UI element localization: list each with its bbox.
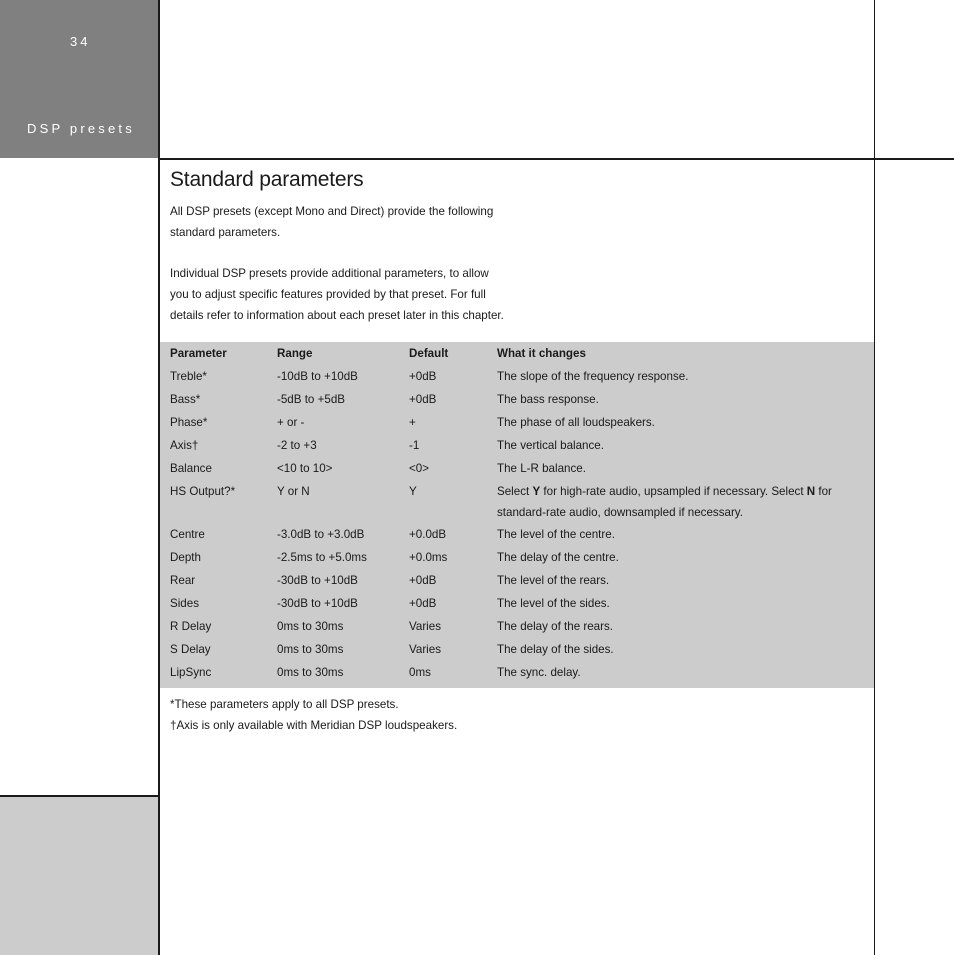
- cell-changes: The vertical balance.: [497, 439, 604, 452]
- cell-parameter: Centre: [170, 528, 205, 541]
- changes-text: Select: [497, 485, 533, 498]
- cell-default: <0>: [409, 462, 429, 475]
- table-row: [170, 592, 857, 615]
- cell-range: -2.5ms to +5.0ms: [277, 551, 367, 564]
- cell-changes: The level of the rears.: [497, 574, 610, 587]
- cell-range: 0ms to 30ms: [277, 666, 344, 679]
- table-row: [170, 365, 857, 388]
- page-number: 34: [70, 34, 91, 49]
- sidebar-footer-block: [0, 795, 158, 955]
- cell-parameter: Balance: [170, 462, 212, 475]
- cell-changes: The sync. delay.: [497, 666, 581, 679]
- table-row: [170, 546, 857, 569]
- column-header-range: Range: [277, 347, 313, 360]
- footnote-axis: †Axis is only available with Meridian DSP loudspeakers.: [170, 719, 458, 732]
- cell-range: 0ms to 30ms: [277, 620, 344, 633]
- cell-parameter: Treble*: [170, 370, 207, 383]
- sidebar-header-block: [0, 0, 158, 158]
- page-title: Standard parameters: [170, 168, 364, 191]
- cell-parameter: LipSync: [170, 666, 212, 679]
- cell-changes: [497, 480, 857, 523]
- cell-parameter: HS Output?*: [170, 485, 236, 498]
- cell-range: + or -: [277, 416, 305, 429]
- table-header-row: [170, 342, 857, 365]
- cell-default: Varies: [409, 620, 442, 633]
- cell-changes: The bass response.: [497, 393, 599, 406]
- option-n: N: [806, 485, 816, 498]
- cell-range: -10dB to +10dB: [277, 370, 358, 383]
- cell-parameter: Bass*: [170, 393, 201, 406]
- footnote-all-presets: *These parameters apply to all DSP presets.: [170, 698, 399, 711]
- cell-range: Y or N: [277, 485, 310, 498]
- cell-range: 0ms to 30ms: [277, 643, 344, 656]
- cell-default: +0.0ms: [409, 551, 448, 564]
- cell-changes: The delay of the sides.: [497, 643, 614, 656]
- cell-range: -5dB to +5dB: [277, 393, 346, 406]
- column-header-parameter: Parameter: [170, 347, 227, 360]
- cell-changes: The slope of the frequency response.: [497, 370, 689, 383]
- table-row: [170, 457, 857, 480]
- cell-parameter: Phase*: [170, 416, 208, 429]
- cell-changes: The phase of all loudspeakers.: [497, 416, 655, 429]
- cell-default: Y: [409, 485, 417, 498]
- cell-default: +0dB: [409, 393, 437, 406]
- cell-default: Varies: [409, 643, 442, 656]
- changes-text: for high-rate audio, upsampled if necessary. Select: [540, 485, 807, 498]
- table-row: [170, 411, 857, 434]
- cell-default: 0ms: [409, 666, 431, 679]
- changes-text: for standard-rate audio, downsampled if necessary.: [497, 485, 832, 519]
- cell-parameter: S Delay: [170, 643, 211, 656]
- option-y: Y: [532, 485, 541, 498]
- table-row: [170, 661, 857, 684]
- cell-changes: The level of the sides.: [497, 597, 610, 610]
- cell-parameter: R Delay: [170, 620, 212, 633]
- table-row: [170, 569, 857, 592]
- cell-changes: The L-R balance.: [497, 462, 586, 475]
- cell-parameter: Sides: [170, 597, 200, 610]
- cell-parameter: Axis†: [170, 439, 199, 452]
- cell-range: -30dB to +10dB: [277, 597, 358, 610]
- table-row: [170, 434, 857, 457]
- column-header-default: Default: [409, 347, 449, 360]
- cell-default: +0dB: [409, 370, 437, 383]
- column-header-changes: What it changes: [497, 347, 586, 360]
- right-column-rule: [874, 0, 875, 955]
- cell-default: +0.0dB: [409, 528, 447, 541]
- cell-parameter: Rear: [170, 574, 196, 587]
- cell-default: +0dB: [409, 574, 437, 587]
- table-row: [170, 388, 857, 411]
- cell-default: +: [409, 416, 416, 429]
- cell-range: <10 to 10>: [277, 462, 333, 475]
- cell-parameter: Depth: [170, 551, 201, 564]
- cell-range: -30dB to +10dB: [277, 574, 358, 587]
- cell-changes: The level of the centre.: [497, 528, 615, 541]
- cell-changes: The delay of the rears.: [497, 620, 613, 633]
- details-paragraph: Individual DSP presets provide additional parameters, to allow you to adjust specific features provided by that preset. For full details refer to information about each preset later in this chapter.: [170, 267, 504, 322]
- cell-default: -1: [409, 439, 420, 452]
- table-row: [170, 638, 857, 661]
- cell-range: -2 to +3: [277, 439, 317, 452]
- table-row: [170, 615, 857, 638]
- cell-range: -3.0dB to +3.0dB: [277, 528, 365, 541]
- table-row: [170, 523, 857, 546]
- cell-default: +0dB: [409, 597, 437, 610]
- cell-changes: The delay of the centre.: [497, 551, 619, 564]
- table-row: [170, 480, 857, 523]
- section-name: DSP presets: [27, 121, 135, 136]
- intro-paragraph: All DSP presets (except Mono and Direct) provide the following standard parameters.: [170, 205, 494, 239]
- header-rule: [158, 158, 954, 160]
- parameters-table: [170, 342, 857, 684]
